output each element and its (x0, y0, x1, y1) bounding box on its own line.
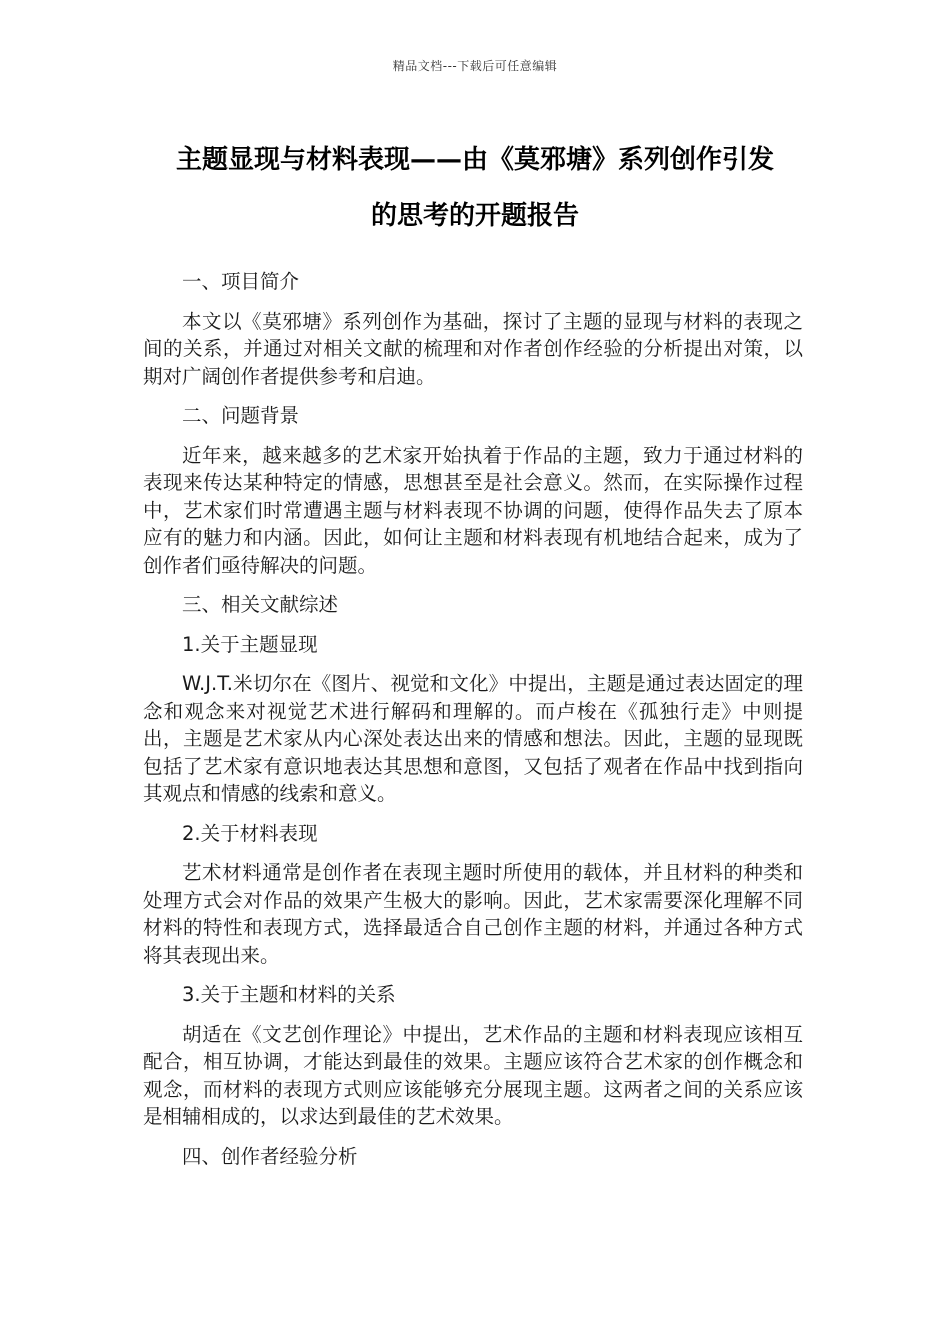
subsection-heading-material: 2.关于材料表现 (182, 821, 318, 845)
header-note: 精品文档---下载后可任意编辑 (392, 59, 558, 73)
title-line-1: 主题显现与材料表现——由《莫邪塘》系列创作引发 (175, 145, 774, 175)
paragraph-relation: 胡适在《文艺创作理论》中提出，艺术作品的主题和材料表现应该相互配合，相互协调，才能达到最佳的效果。主题应该符合艺术家的创作概念和观念，而材料的表现方式则应该能够充分展现主题。这两者之间的关系应该是相辅相成的，以求达到最佳的艺术效果。 (143, 1022, 803, 1128)
section-heading-literature: 三、相关文献综述 (182, 593, 339, 616)
title-line-2: 的思考的开题报告 (370, 201, 579, 231)
paragraph-intro: 本文以《莫邪塘》系列创作为基础，探讨了主题的显现与材料的表现之间的关系，并通过对相关文献的梳理和对作者创作经验的分析提出对策，以期对广阔创作者提供参考和启迪。 (143, 309, 803, 388)
paragraph-theme: W.J.T.米切尔在《图片、视觉和文化》中提出，主题是通过表达固定的理念和观念来对视觉艺术进行解码和理解的。而卢梭在《孤独行走》中则提出，主题是艺术家从内心深处表达出来的情感和想法。因此，主题的显现既包括了艺术家有意识地表达其思想和意图，又包括了观者在作品中找到指向其观点和情感的线索和意义。 (143, 672, 803, 805)
subsection-heading-relation: 3.关于主题和材料的关系 (182, 983, 396, 1006)
section-heading-experience: 四、创作者经验分析 (182, 1144, 358, 1168)
paragraph-background: 近年来，越来越多的艺术家开始执着于作品的主题，致力于通过材料的表现来传达某种特定的情感，思想甚至是社会意义。然而，在实际操作过程中，艺术家们时常遭遇主题与材料表现不协调的问题，使得作品失去了原本应有的魅力和内涵。因此，如何让主题和材料表现有机地结合起来，成为了创作者们亟待解决的问题。 (143, 443, 803, 577)
paragraph-material: 艺术材料通常是创作者在表现主题时所使用的载体，并且材料的种类和处理方式会对作品的效果产生极大的影响。因此，艺术家需要深化理解不同材料的特性和表现方式，选择最适合自己创作主题的材料，并通过各种方式将其表现出来。 (143, 861, 803, 967)
subsection-heading-theme: 1.关于主题显现 (182, 632, 318, 656)
document-body (143, 268, 803, 1182)
section-heading-intro: 一、项目简介 (182, 270, 300, 293)
document-title (130, 132, 820, 244)
section-heading-background: 二、问题背景 (182, 404, 300, 427)
